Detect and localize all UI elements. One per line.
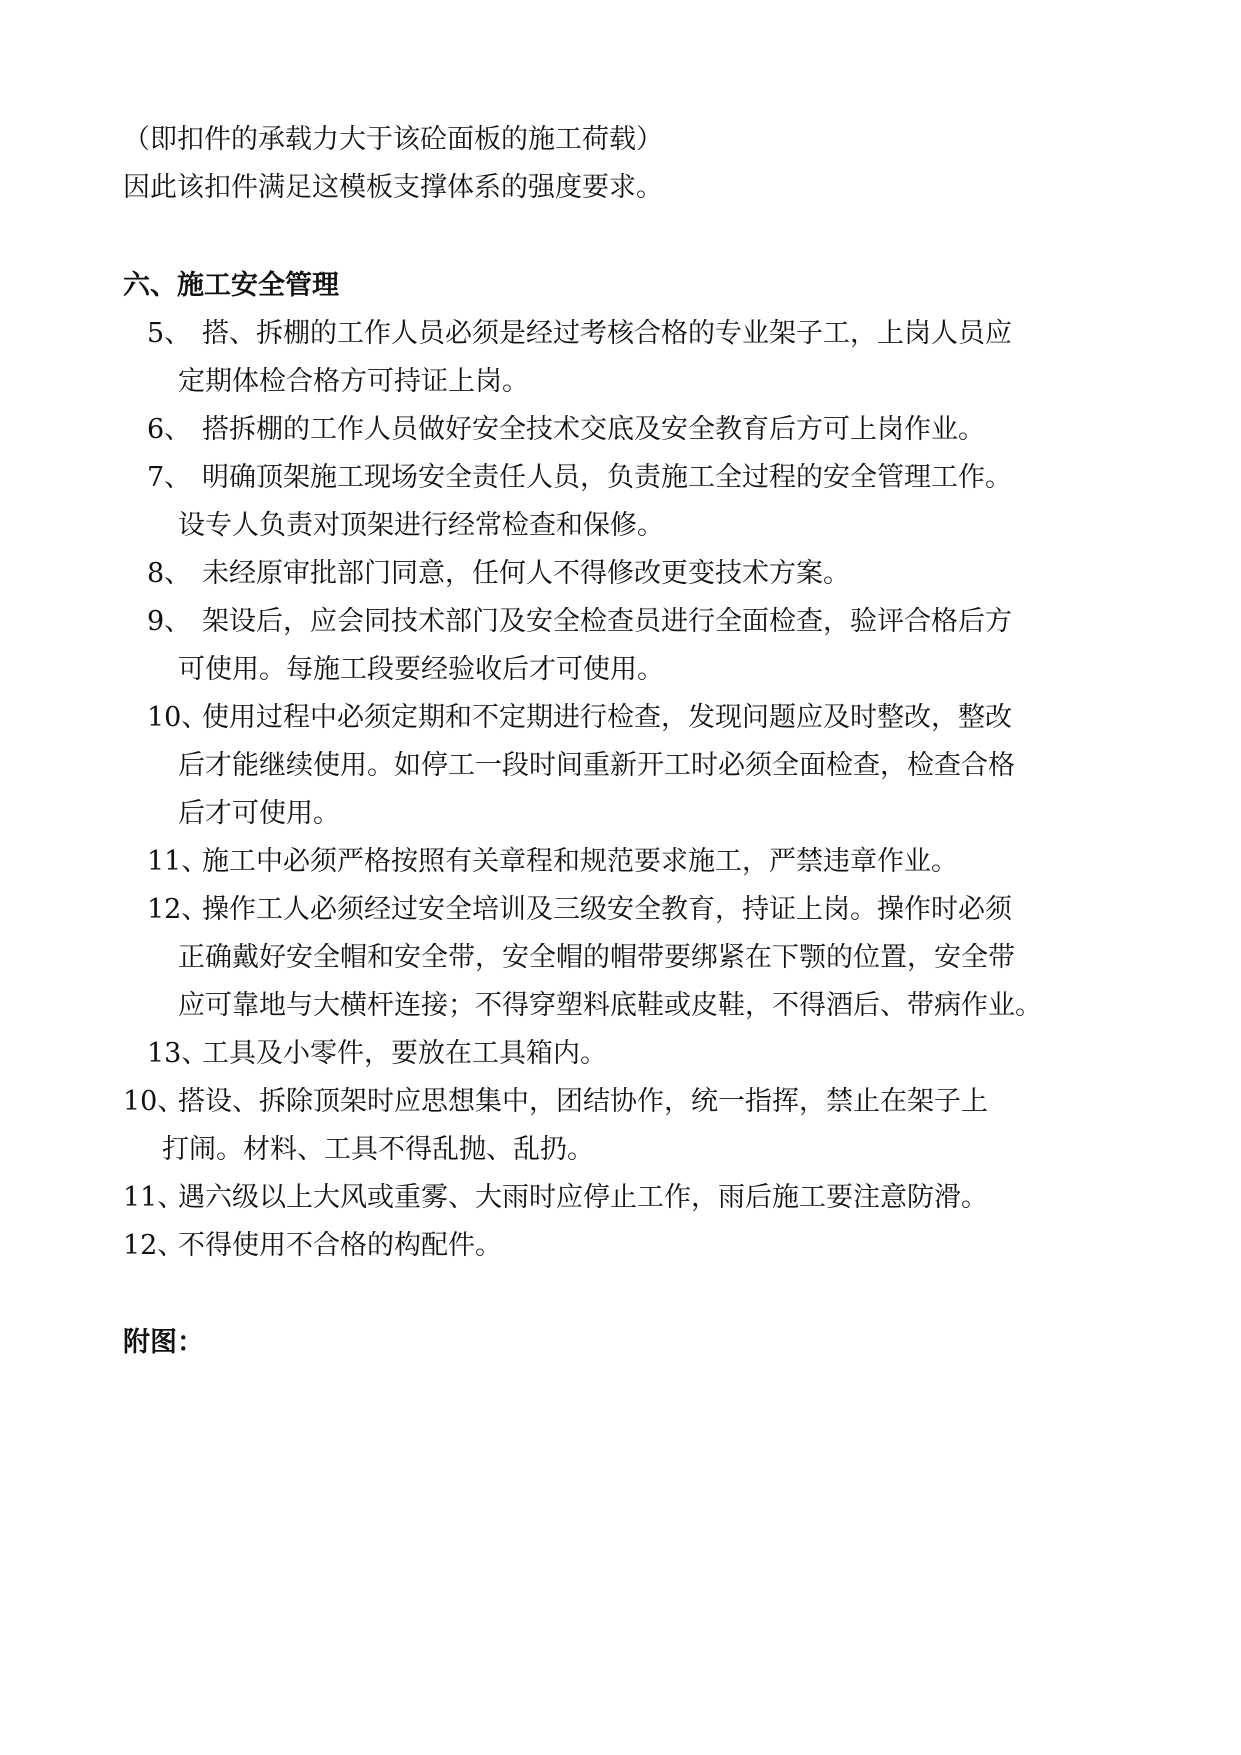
list-item-number: 11、 (123, 1182, 185, 1213)
list-item-text: 搭设、拆除顶架时应思想集中，团结协作，统一指挥，禁止在架子上 (178, 1086, 988, 1117)
list-item-text: 不得使用不合格的构配件。 (178, 1230, 502, 1261)
list-item-text: 可使用。每施工段要经验收后才可使用。 (178, 654, 664, 685)
list-item-text: 后才可使用。 (178, 798, 340, 829)
list-item-text: 操作工人必须经过安全培训及三级安全教育，持证上岗。操作时必须 (202, 894, 1012, 925)
list-item-number: 11、 (147, 846, 209, 877)
list-item-number: 10、 (123, 1086, 185, 1117)
list-item-text: 遇六级以上大风或重雾、大雨时应停止工作，雨后施工要注意防滑。 (178, 1182, 988, 1213)
section-heading: 六、施工安全管理 (123, 270, 339, 301)
list-item-text: 正确戴好安全帽和安全带，安全帽的帽带要绑紧在下颚的位置，安全带 (178, 942, 1015, 973)
list-item-text: 搭、拆棚的工作人员必须是经过考核合格的专业架子工，上岗人员应 (202, 318, 1012, 349)
list-item-number: 7、 (147, 462, 192, 493)
intro-line-2: 因此该扣件满足这模板支撑体系的强度要求。 (123, 172, 663, 203)
list-item-text: 设专人负责对顶架进行经常检查和保修。 (178, 510, 664, 541)
appendix-heading: 附图： (123, 1327, 204, 1358)
list-item-number: 9、 (147, 606, 192, 637)
list-item-text: 架设后，应会同技术部门及安全检查员进行全面检查，验评合格后方 (202, 606, 1012, 637)
list-item-text: 未经原审批部门同意，任何人不得修改更变技术方案。 (202, 558, 850, 589)
list-item-text: 后才能继续使用。如停工一段时间重新开工时必须全面检查，检查合格 (178, 750, 1015, 781)
list-item-text: 搭拆棚的工作人员做好安全技术交底及安全教育后方可上岗作业。 (202, 414, 985, 445)
list-item-number: 12、 (123, 1230, 185, 1261)
list-item-number: 6、 (147, 414, 192, 445)
list-item-text: 应可靠地与大横杆连接；不得穿塑料底鞋或皮鞋，不得酒后、带病作业。 (178, 990, 1042, 1021)
list-item-text: 定期体检合格方可持证上岗。 (178, 366, 529, 397)
list-item-text: 明确顶架施工现场安全责任人员，负责施工全过程的安全管理工作。 (202, 462, 1012, 493)
list-item-text: 工具及小零件，要放在工具箱内。 (202, 1038, 607, 1069)
list-item-number: 8、 (147, 558, 192, 589)
list-item-number: 10、 (147, 702, 209, 733)
intro-line-1: （即扣件的承载力大于该砼面板的施工荷载） (123, 124, 663, 155)
list-item-text: 施工中必须严格按照有关章程和规范要求施工，严禁违章作业。 (202, 846, 958, 877)
list-item-text: 使用过程中必须定期和不定期进行检查，发现问题应及时整改，整改 (202, 702, 1012, 733)
list-item-number: 13、 (147, 1038, 209, 1069)
list-item-text: 打闹。材料、工具不得乱抛、乱扔。 (162, 1134, 594, 1165)
list-item-number: 5、 (147, 318, 192, 349)
list-item-number: 12、 (147, 894, 209, 925)
